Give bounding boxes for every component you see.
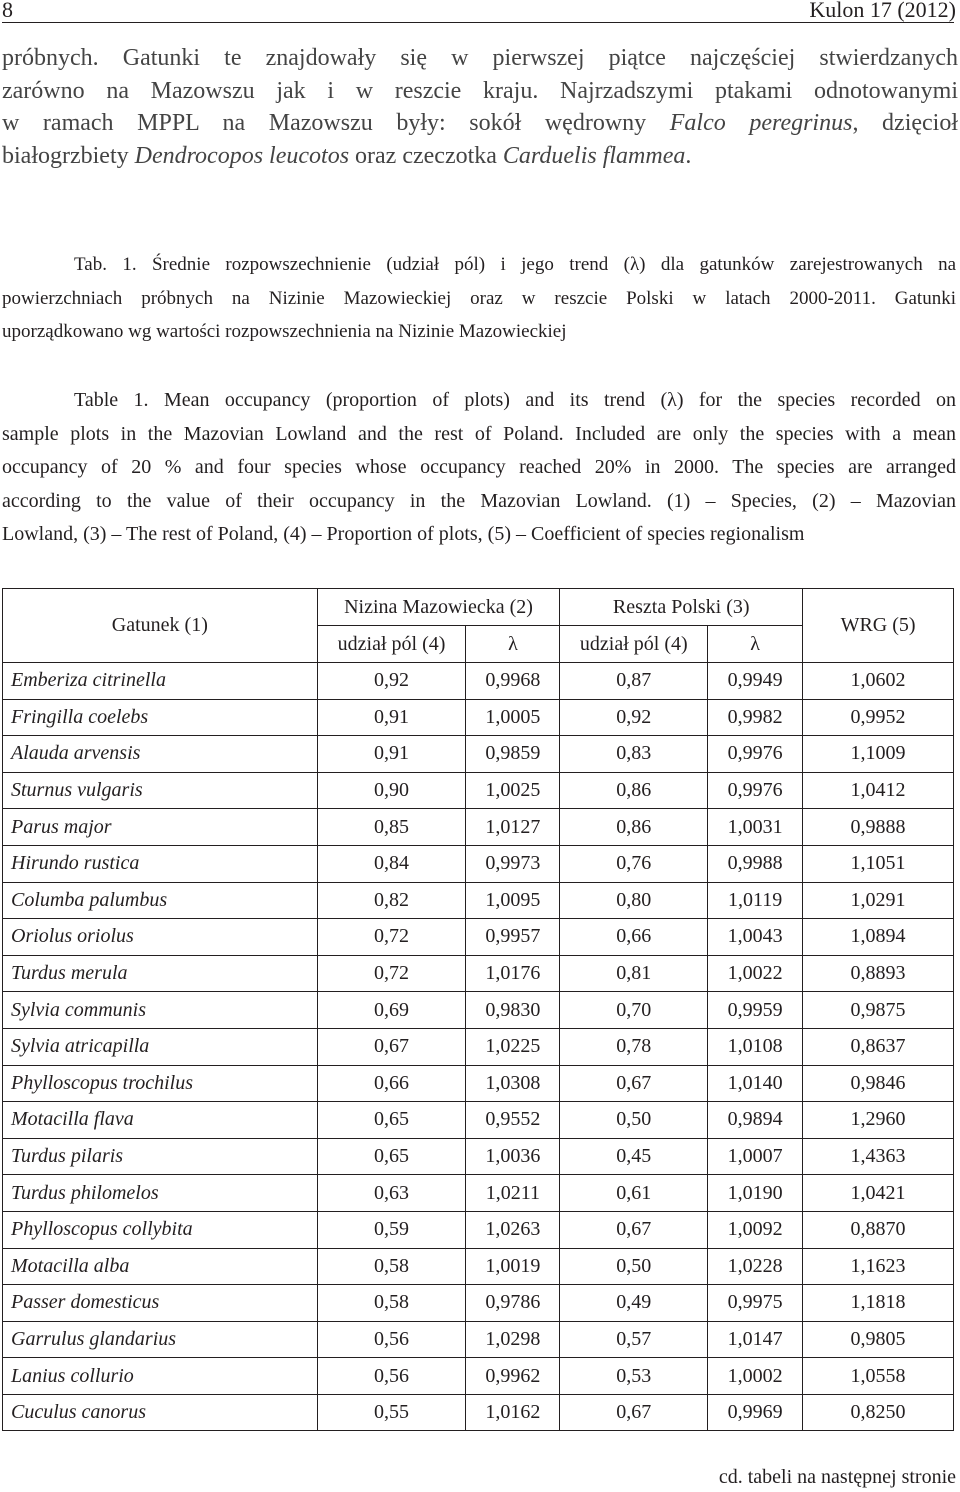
table-row [3, 1321, 954, 1358]
rest-occupancy-cell: 0,45 [560, 1138, 708, 1175]
table-row [3, 882, 954, 919]
rest-occupancy-cell: 0,61 [560, 1175, 708, 1212]
mazovian-occupancy-cell: 0,82 [317, 882, 466, 919]
mazovian-occupancy-cell: 0,84 [317, 845, 466, 882]
mazovian-occupancy-cell: 0,55 [317, 1394, 466, 1431]
table-caption-polish [2, 248, 956, 349]
species-cell: Passer domesticus [3, 1285, 318, 1322]
mazovian-occupancy-cell: 0,66 [317, 1065, 466, 1102]
species-cell: Lanius collurio [3, 1358, 318, 1395]
rest-occupancy-cell: 0,49 [560, 1285, 708, 1322]
subheader-occupancy: udział pól (4) [560, 626, 708, 663]
rest-lambda-cell: 1,0140 [708, 1065, 803, 1102]
mazovian-occupancy-cell: 0,58 [317, 1248, 466, 1285]
wrg-cell: 0,9888 [803, 809, 954, 846]
rest-occupancy-cell: 0,67 [560, 1211, 708, 1248]
species-cell: Emberiza citrinella [3, 663, 318, 700]
rest-occupancy-cell: 0,86 [560, 809, 708, 846]
table-row [3, 1175, 954, 1212]
occupancy-table [2, 588, 954, 1431]
mazovian-occupancy-cell: 0,69 [317, 992, 466, 1029]
mazovian-occupancy-cell: 0,59 [317, 1211, 466, 1248]
rest-lambda-cell: 1,0190 [708, 1175, 803, 1212]
table-row [3, 1102, 954, 1139]
species-cell: Hirundo rustica [3, 845, 318, 882]
wrg-cell: 0,8870 [803, 1211, 954, 1248]
table-row [3, 1358, 954, 1395]
body-line: próbnych. Gatunki te znajdowały się w pierwszej piątce najczęściej stwierdzanych [2, 45, 958, 71]
table-row [3, 1138, 954, 1175]
header-rule [2, 22, 954, 23]
rest-lambda-cell: 1,0007 [708, 1138, 803, 1175]
species-name-italic: Carduelis flammea [502, 142, 686, 169]
wrg-cell: 1,2960 [803, 1102, 954, 1139]
mazovian-lambda-cell: 0,9957 [466, 919, 560, 956]
subheader-lambda: λ [466, 626, 560, 663]
wrg-cell: 1,1623 [803, 1248, 954, 1285]
mazovian-lambda-cell: 0,9968 [466, 663, 560, 700]
rest-lambda-cell: 0,9976 [708, 772, 803, 809]
species-cell: Phylloscopus trochilus [3, 1065, 318, 1102]
mazovian-lambda-cell: 1,0019 [466, 1248, 560, 1285]
rest-occupancy-cell: 0,76 [560, 845, 708, 882]
species-cell: Garrulus glandarius [3, 1321, 318, 1358]
mazovian-occupancy-cell: 0,92 [317, 663, 466, 700]
mazovian-lambda-cell: 0,9962 [466, 1358, 560, 1395]
mazovian-lambda-cell: 0,9973 [466, 845, 560, 882]
table-row [3, 845, 954, 882]
body-text-fragment: oraz czeczotka [349, 142, 503, 169]
mazovian-occupancy-cell: 0,56 [317, 1358, 466, 1395]
header-species: Gatunek (1) [3, 589, 318, 663]
rest-occupancy-cell: 0,66 [560, 919, 708, 956]
mazovian-lambda-cell: 1,0025 [466, 772, 560, 809]
wrg-cell: 0,9875 [803, 992, 954, 1029]
caption-line: Tab. 1. Średnie rozpowszechnienie (udział pól) i jego trend (λ) dla gatunków zarejestrowanych na [74, 254, 956, 275]
caption-line: occupancy of 20 % and four species whose occupancy reached 20% in 2000. The species are arranged [2, 456, 956, 478]
rest-occupancy-cell: 0,67 [560, 1394, 708, 1431]
page-header [2, 0, 956, 20]
caption-line: Table 1. Mean occupancy (proportion of plots) and its trend (λ) for the species recorded on [74, 389, 956, 411]
rest-occupancy-cell: 0,78 [560, 1028, 708, 1065]
mazovian-occupancy-cell: 0,65 [317, 1138, 466, 1175]
species-name-italic: Falco peregrinus [669, 110, 853, 136]
mazovian-occupancy-cell: 0,72 [317, 919, 466, 956]
mazovian-lambda-cell: 1,0127 [466, 809, 560, 846]
wrg-cell: 1,0421 [803, 1175, 954, 1212]
wrg-cell: 1,1009 [803, 736, 954, 773]
species-cell: Sylvia communis [3, 992, 318, 1029]
wrg-cell: 0,8250 [803, 1394, 954, 1431]
rest-lambda-cell: 1,0031 [708, 809, 803, 846]
wrg-cell: 1,0412 [803, 772, 954, 809]
rest-lambda-cell: 1,0043 [708, 919, 803, 956]
rest-occupancy-cell: 0,86 [560, 772, 708, 809]
body-text-fragment: w ramach MPPL na Mazowszu były: sokół wędrowny [2, 110, 670, 136]
table-row [3, 1211, 954, 1248]
wrg-cell: 0,9846 [803, 1065, 954, 1102]
mazovian-lambda-cell: 1,0162 [466, 1394, 560, 1431]
wrg-cell: 1,0291 [803, 882, 954, 919]
mazovian-lambda-cell: 0,9786 [466, 1285, 560, 1322]
journal-citation: Kulon 17 (2012) [809, 0, 956, 22]
caption-line: powierzchniach próbnych na Nizinie Mazowieckiej oraz w reszcie Polski w latach 2000-2011. Gatunki [2, 287, 956, 309]
mazovian-lambda-cell: 1,0036 [466, 1138, 560, 1175]
mazovian-occupancy-cell: 0,67 [317, 1028, 466, 1065]
species-cell: Turdus pilaris [3, 1138, 318, 1175]
rest-occupancy-cell: 0,92 [560, 699, 708, 736]
mazovian-lambda-cell: 0,9830 [466, 992, 560, 1029]
rest-occupancy-cell: 0,50 [560, 1248, 708, 1285]
rest-occupancy-cell: 0,67 [560, 1065, 708, 1102]
species-cell: Motacilla alba [3, 1248, 318, 1285]
rest-occupancy-cell: 0,83 [560, 736, 708, 773]
header-rest-of-poland: Reszta Polski (3) [560, 589, 803, 626]
rest-lambda-cell: 1,0002 [708, 1358, 803, 1395]
body-line [2, 140, 958, 173]
wrg-cell: 1,1818 [803, 1285, 954, 1322]
body-line: zarówno na Mazowszu jak i w reszcie kraju. Najrzadszymi ptakami odnotowanymi [2, 77, 958, 104]
body-line [2, 107, 958, 140]
species-cell: Oriolus oriolus [3, 919, 318, 956]
mazovian-lambda-cell: 1,0095 [466, 882, 560, 919]
wrg-cell: 1,0558 [803, 1358, 954, 1395]
table-row [3, 1028, 954, 1065]
mazovian-lambda-cell: 1,0225 [466, 1028, 560, 1065]
table-row [3, 1285, 954, 1322]
rest-lambda-cell: 0,9969 [708, 1394, 803, 1431]
header-mazovian-lowland: Nizina Mazowiecka (2) [317, 589, 560, 626]
mazovian-lambda-cell: 1,0263 [466, 1211, 560, 1248]
wrg-cell: 0,9805 [803, 1321, 954, 1358]
rest-lambda-cell: 1,0228 [708, 1248, 803, 1285]
table-body [3, 663, 954, 1431]
mazovian-occupancy-cell: 0,58 [317, 1285, 466, 1322]
body-paragraph [2, 42, 958, 172]
body-text-fragment: , dzięcioł [852, 110, 959, 136]
table-row [3, 955, 954, 992]
rest-lambda-cell: 1,0022 [708, 955, 803, 992]
mazovian-occupancy-cell: 0,91 [317, 699, 466, 736]
species-cell: Phylloscopus collybita [3, 1211, 318, 1248]
page-number: 8 [2, 0, 13, 22]
rest-lambda-cell: 1,0092 [708, 1211, 803, 1248]
rest-lambda-cell: 0,9976 [708, 736, 803, 773]
rest-occupancy-cell: 0,53 [560, 1358, 708, 1395]
wrg-cell: 1,0602 [803, 663, 954, 700]
species-cell: Sturnus vulgaris [3, 772, 318, 809]
species-cell: Sylvia atricapilla [3, 1028, 318, 1065]
species-cell: Turdus merula [3, 955, 318, 992]
mazovian-occupancy-cell: 0,85 [317, 809, 466, 846]
rest-lambda-cell: 0,9975 [708, 1285, 803, 1322]
wrg-cell: 0,8893 [803, 955, 954, 992]
species-name-italic: Dendrocopos leucotos [134, 142, 350, 169]
rest-occupancy-cell: 0,50 [560, 1102, 708, 1139]
wrg-cell: 1,1051 [803, 845, 954, 882]
rest-occupancy-cell: 0,80 [560, 882, 708, 919]
mazovian-lambda-cell: 1,0298 [466, 1321, 560, 1358]
mazovian-occupancy-cell: 0,56 [317, 1321, 466, 1358]
wrg-cell: 0,8637 [803, 1028, 954, 1065]
table-row [3, 809, 954, 846]
table-row [3, 772, 954, 809]
mazovian-lambda-cell: 1,0308 [466, 1065, 560, 1102]
rest-lambda-cell: 0,9982 [708, 699, 803, 736]
rest-lambda-cell: 0,9959 [708, 992, 803, 1029]
rest-occupancy-cell: 0,70 [560, 992, 708, 1029]
table-row [3, 1394, 954, 1431]
species-cell: Motacilla flava [3, 1102, 318, 1139]
species-cell: Cuculus canorus [3, 1394, 318, 1431]
table-row [3, 919, 954, 956]
wrg-cell: 0,9952 [803, 699, 954, 736]
rest-occupancy-cell: 0,81 [560, 955, 708, 992]
wrg-cell: 1,4363 [803, 1138, 954, 1175]
rest-lambda-cell: 1,0108 [708, 1028, 803, 1065]
table-row [3, 992, 954, 1029]
header-wrg: WRG (5) [803, 589, 954, 663]
subheader-lambda: λ [708, 626, 803, 663]
mazovian-occupancy-cell: 0,65 [317, 1102, 466, 1139]
table-caption-english [2, 384, 956, 552]
caption-line: sample plots in the Mazovian Lowland and the rest of Poland. Included are only the species with a mean [2, 422, 956, 445]
table-row [3, 736, 954, 773]
body-text-fragment: . [685, 142, 692, 169]
mazovian-lambda-cell: 0,9552 [466, 1102, 560, 1139]
table-row [3, 1065, 954, 1102]
species-cell: Columba palumbus [3, 882, 318, 919]
rest-lambda-cell: 0,9988 [708, 845, 803, 882]
caption-line: uporządkowano wg wartości rozpowszechnienia na Nizinie Mazowieckiej [2, 321, 567, 342]
mazovian-occupancy-cell: 0,90 [317, 772, 466, 809]
mazovian-occupancy-cell: 0,91 [317, 736, 466, 773]
mazovian-occupancy-cell: 0,63 [317, 1175, 466, 1212]
table-row [3, 699, 954, 736]
rest-occupancy-cell: 0,57 [560, 1321, 708, 1358]
wrg-cell: 1,0894 [803, 919, 954, 956]
rest-lambda-cell: 1,0147 [708, 1321, 803, 1358]
rest-lambda-cell: 0,9894 [708, 1102, 803, 1139]
species-cell: Parus major [3, 809, 318, 846]
rest-lambda-cell: 0,9949 [708, 663, 803, 700]
subheader-occupancy: udział pól (4) [317, 626, 466, 663]
mazovian-occupancy-cell: 0,72 [317, 955, 466, 992]
body-text-fragment: białogrzbiety [2, 142, 135, 169]
table-row [3, 1248, 954, 1285]
continuation-note: cd. tabeli na następnej stronie [718, 1466, 956, 1488]
rest-lambda-cell: 1,0119 [708, 882, 803, 919]
mazovian-lambda-cell: 1,0176 [466, 955, 560, 992]
species-cell: Turdus philomelos [3, 1175, 318, 1212]
caption-line: Lowland, (3) – The rest of Poland, (4) – Proportion of plots, (5) – Coefficient of species regionalism [2, 523, 805, 545]
mazovian-lambda-cell: 0,9859 [466, 736, 560, 773]
mazovian-lambda-cell: 1,0211 [466, 1175, 560, 1212]
species-cell: Fringilla coelebs [3, 699, 318, 736]
mazovian-lambda-cell: 1,0005 [466, 699, 560, 736]
caption-line: according to the value of their occupancy in the Mazovian Lowland. (1) – Species, (2) – Mazovian [2, 489, 956, 512]
table-row [3, 663, 954, 700]
species-cell: Alauda arvensis [3, 736, 318, 773]
rest-occupancy-cell: 0,87 [560, 663, 708, 700]
